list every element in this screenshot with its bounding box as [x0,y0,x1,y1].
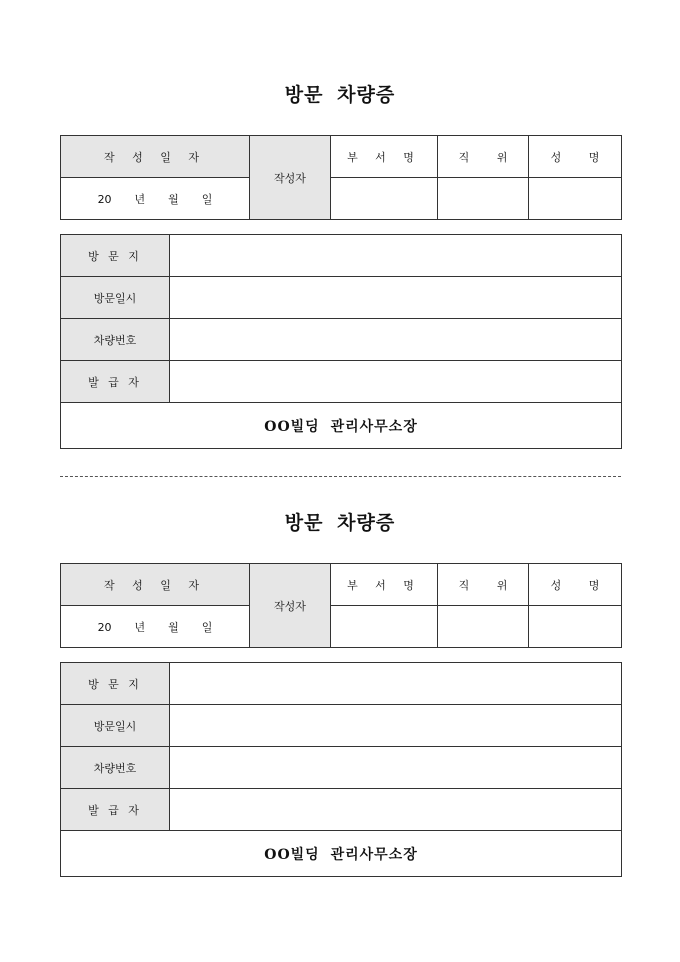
pass-title: 방문 차량증 [284,84,396,106]
visit-info-table [60,234,622,449]
dept-label: 부 서 명 [331,564,438,606]
visit-place-value[interactable] [170,235,622,277]
vehicle-number-value[interactable] [170,747,622,789]
issuer-value[interactable] [170,789,622,831]
visitor-vehicle-pass-1 [0,0,680,435]
author-label: 작성자 [250,136,331,220]
issuer-label: 발 급 자 [61,361,170,403]
visit-place-label: 방 문 지 [61,663,170,705]
date-label: 작 성 일 자 [61,136,250,178]
author-table [60,135,622,220]
date-value[interactable]: 20 년 월 일 [61,606,250,648]
issuer-label: 발 급 자 [61,789,170,831]
visit-info-table [60,662,622,877]
vehicle-number-label: 차량번호 [61,747,170,789]
dept-label: 부 서 명 [331,136,438,178]
name-label: 성 명 [529,136,622,178]
name-label: 성 명 [529,564,622,606]
issuer-signature: OO빌딩 관리사무소장 [61,831,622,877]
visit-datetime-value[interactable] [170,705,622,747]
date-value[interactable]: 20 년 월 일 [61,178,250,220]
dept-value[interactable] [331,178,438,220]
author-label: 작성자 [250,564,331,648]
visit-place-label: 방 문 지 [61,235,170,277]
visit-datetime-value[interactable] [170,277,622,319]
position-value[interactable] [438,606,529,648]
vehicle-number-value[interactable] [170,319,622,361]
visitor-vehicle-pass-2 [0,428,680,962]
author-table [60,563,622,648]
position-value[interactable] [438,178,529,220]
issuer-value[interactable] [170,361,622,403]
vehicle-number-label: 차량번호 [61,319,170,361]
visit-datetime-label: 방문일시 [61,705,170,747]
name-value[interactable] [529,606,622,648]
position-label: 직 위 [438,564,529,606]
visit-place-value[interactable] [170,663,622,705]
date-label: 작 성 일 자 [61,564,250,606]
visit-datetime-label: 방문일시 [61,277,170,319]
issuer-signature: OO빌딩 관리사무소장 [61,403,622,449]
dept-value[interactable] [331,606,438,648]
pass-title: 방문 차량증 [284,512,396,534]
position-label: 직 위 [438,136,529,178]
name-value[interactable] [529,178,622,220]
